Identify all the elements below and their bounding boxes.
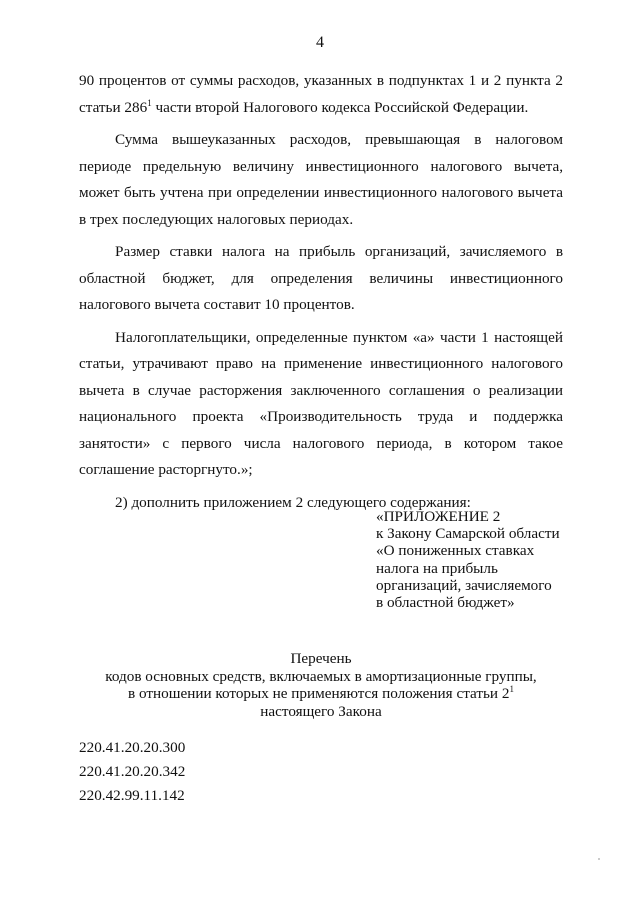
paragraph-2: Сумма вышеуказанных расходов, превышающая в налоговом периоде предельную величину инвестиционного налогового вычета, может быть учтена при определении инвестиционного налогового вычета в трех последующих налоговых периодах. <box>79 131 563 228</box>
superscript: 1 <box>509 684 514 694</box>
superscript: 1 <box>147 97 152 108</box>
list-title-line: кодов основных средств, включаемых в амортизационные группы, <box>105 667 537 685</box>
list-title-line: настоящего Закона <box>260 702 382 720</box>
appendix-line: «ПРИЛОЖЕНИЕ 2 <box>376 508 501 525</box>
appendix-line: в областной бюджет» <box>376 594 515 612</box>
code-item: 220.42.99.11.142 <box>79 787 185 804</box>
paragraph-1 <box>79 68 563 121</box>
paragraph-4: Налогоплательщики, определенные пунктом «а» части 1 настоящей статьи, утрачивают право на применение инвестиционного налогового вычета в случае расторжения заключенного соглашения о реализации национального проекта «Производительность труда и поддержка занятости» с первого числа налогового периода, в котором такое соглашение расторгнуто.»; <box>79 328 563 478</box>
appendix-line: налога на прибыль <box>376 559 498 577</box>
paragraph-1-text-end: части второй Налогового кодекса Российской Федерации. <box>151 98 529 116</box>
list-title-line <box>79 685 563 703</box>
list-title-text: в отношении которых не применяются положения статьи 2 <box>128 685 510 702</box>
appendix-line: «О пониженных ставках <box>376 542 535 560</box>
appendix-line: к Закону Самарской области <box>376 525 560 543</box>
body-text <box>79 68 563 516</box>
list-title <box>79 650 563 720</box>
code-item: 220.41.20.20.342 <box>79 763 186 780</box>
paragraph-1-text: 90 процентов от суммы расходов, указанных в подпунктах 1 и 2 пункта 2 статьи 286 <box>79 72 563 116</box>
appendix-line: организаций, зачисляемого <box>376 576 552 594</box>
appendix-header <box>376 508 576 611</box>
list-title-heading: Перечень <box>290 650 352 667</box>
code-list <box>79 736 185 808</box>
scan-speck <box>598 858 600 860</box>
code-item: 220.41.20.20.300 <box>79 739 186 756</box>
paragraph-3: Размер ставки налога на прибыль организаций, зачисляемого в областной бюджет, для определения величины инвестиционного налогового вычета составит 10 процентов. <box>79 243 563 313</box>
paragraph-5: 2) дополнить приложением 2 следующего содержания: <box>115 493 471 511</box>
page-number: 4 <box>316 34 324 51</box>
